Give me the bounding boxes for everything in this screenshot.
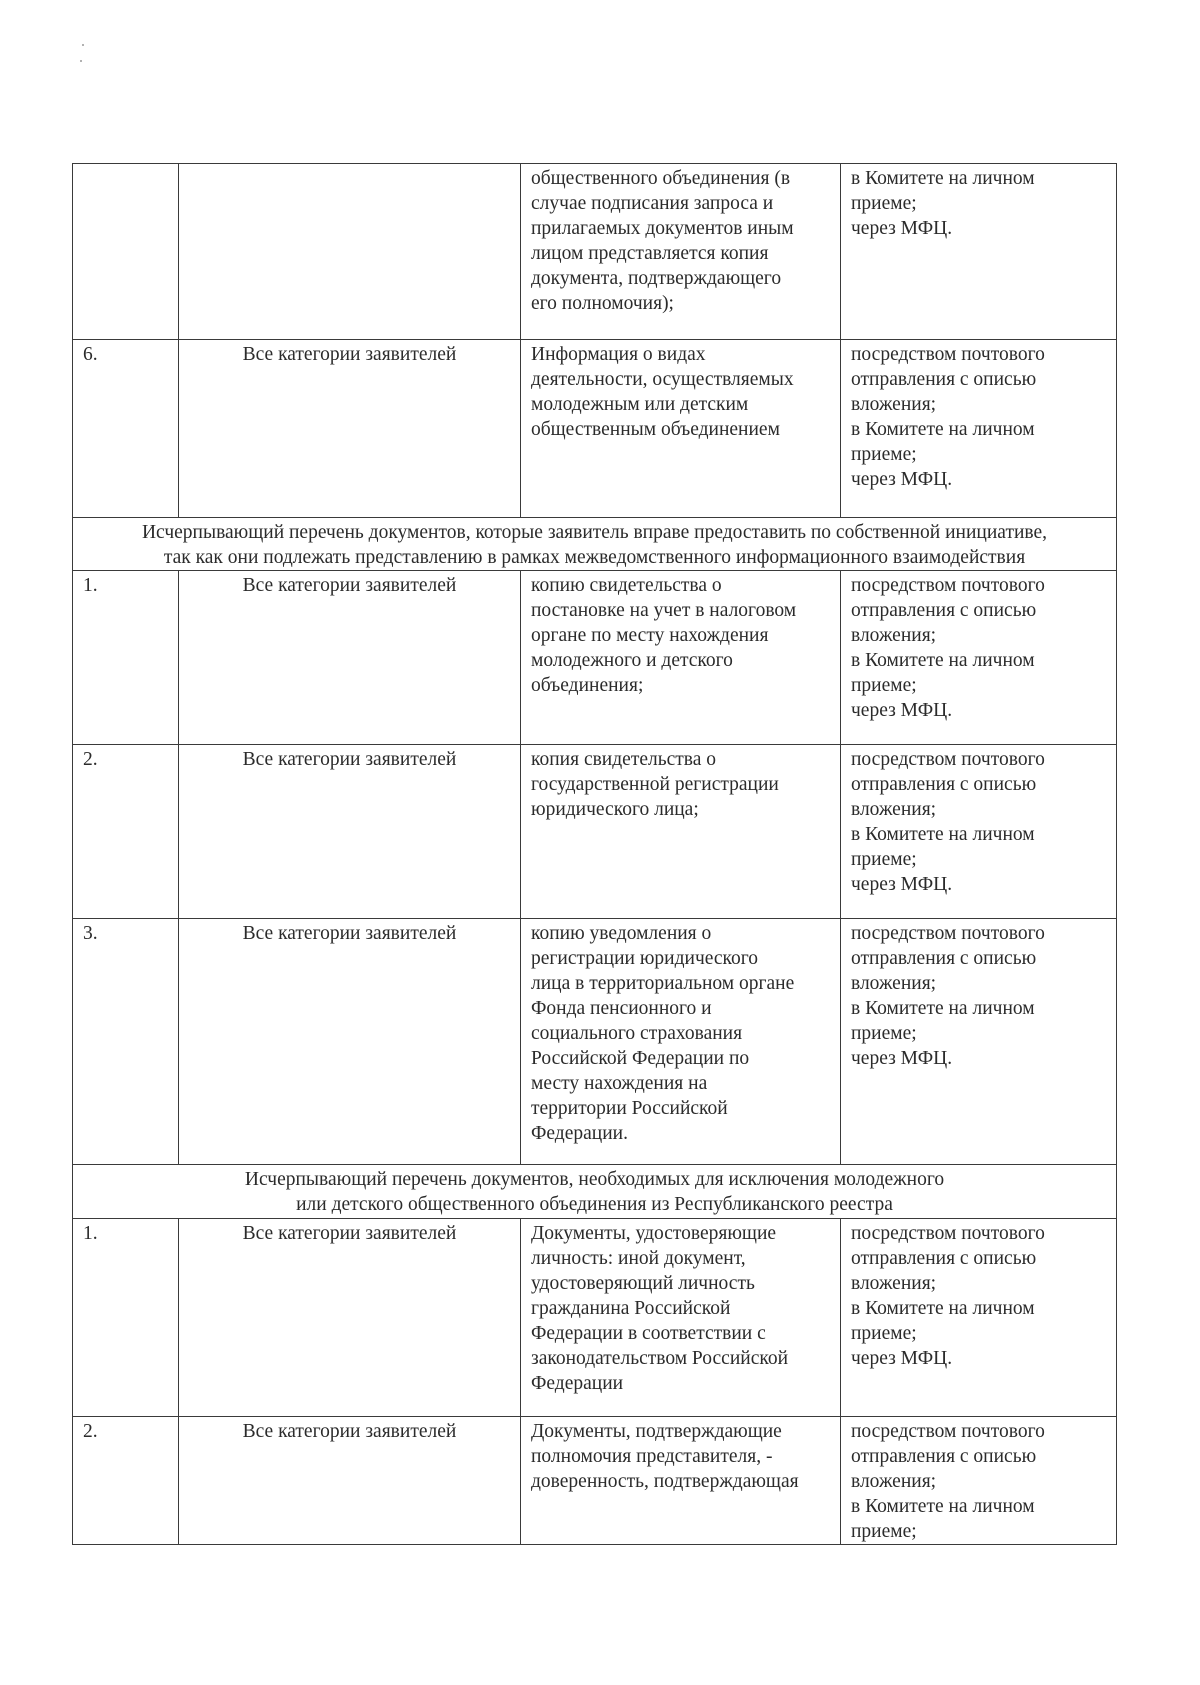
document-cell: копия свидетельства о государственной регистрации юридического лица; [521, 745, 841, 919]
category-cell: Все категории заявителей [179, 1417, 521, 1545]
row-number-cell: 2. [73, 745, 179, 919]
document-cell: Информация о видах деятельности, осуществляемых молодежным или детским общественным объединением [521, 340, 841, 518]
section-heading: Исчерпывающий перечень документов, необходимых для исключения молодежного или детского общественного объединения из Республиканского реестра [73, 1165, 1117, 1219]
delivery-method-cell: посредством почтового отправления с описью вложения; в Комитете на личном приеме; через МФЦ. [841, 919, 1117, 1165]
row-number-cell: 6. [73, 340, 179, 518]
table-row [73, 745, 1117, 919]
category-cell [179, 164, 521, 340]
section-heading: Исчерпывающий перечень документов, которые заявитель вправе предоставить по собственной инициативе, так как они подлежать представлению в рамках межведомственного информационного взаимодействия [73, 518, 1117, 571]
document-cell: копию свидетельства о постановке на учет в налоговом органе по месту нахождения молодежного и детского объединения; [521, 571, 841, 745]
scan-specks [78, 40, 88, 70]
delivery-method-cell: посредством почтового отправления с описью вложения; в Комитете на личном приеме; через МФЦ. [841, 340, 1117, 518]
table-row [73, 1219, 1117, 1417]
documents-table [72, 163, 1117, 1545]
row-number-cell: 2. [73, 1417, 179, 1545]
table-row [73, 919, 1117, 1165]
table-row [73, 571, 1117, 745]
category-cell: Все категории заявителей [179, 571, 521, 745]
delivery-method-cell: в Комитете на личном приеме; через МФЦ. [841, 164, 1117, 340]
category-cell: Все категории заявителей [179, 919, 521, 1165]
delivery-method-cell: посредством почтового отправления с описью вложения; в Комитете на личном приеме; через МФЦ. [841, 571, 1117, 745]
row-number-cell: 1. [73, 1219, 179, 1417]
table-row [73, 340, 1117, 518]
row-number-cell [73, 164, 179, 340]
section-header-row [73, 1165, 1117, 1219]
delivery-method-cell: посредством почтового отправления с описью вложения; в Комитете на личном приеме; через МФЦ. [841, 745, 1117, 919]
section-header-row [73, 518, 1117, 571]
document-cell: Документы, подтверждающие полномочия представителя, - доверенность, подтверждающая [521, 1417, 841, 1545]
document-cell: Документы, удостоверяющие личность: иной документ, удостоверяющий личность гражданина Российской Федерации в соответствии с законодательством Российской Федерации [521, 1219, 841, 1417]
document-cell: копию уведомления о регистрации юридического лица в территориальном органе Фонда пенсионного и социального страхования Российской Федерации по месту нахождения на территории Российской Федерации. [521, 919, 841, 1165]
category-cell: Все категории заявителей [179, 1219, 521, 1417]
category-cell: Все категории заявителей [179, 340, 521, 518]
row-number-cell: 1. [73, 571, 179, 745]
category-cell: Все категории заявителей [179, 745, 521, 919]
row-number-cell: 3. [73, 919, 179, 1165]
delivery-method-cell: посредством почтового отправления с описью вложения; в Комитете на личном приеме; через МФЦ. [841, 1219, 1117, 1417]
delivery-method-cell: посредством почтового отправления с описью вложения; в Комитете на личном приеме; [841, 1417, 1117, 1545]
table-row [73, 1417, 1117, 1545]
document-cell: общественного объединения (в случае подписания запроса и прилагаемых документов иным лицом представляется копия документа, подтверждающего его полномочия); [521, 164, 841, 340]
table-row [73, 164, 1117, 340]
